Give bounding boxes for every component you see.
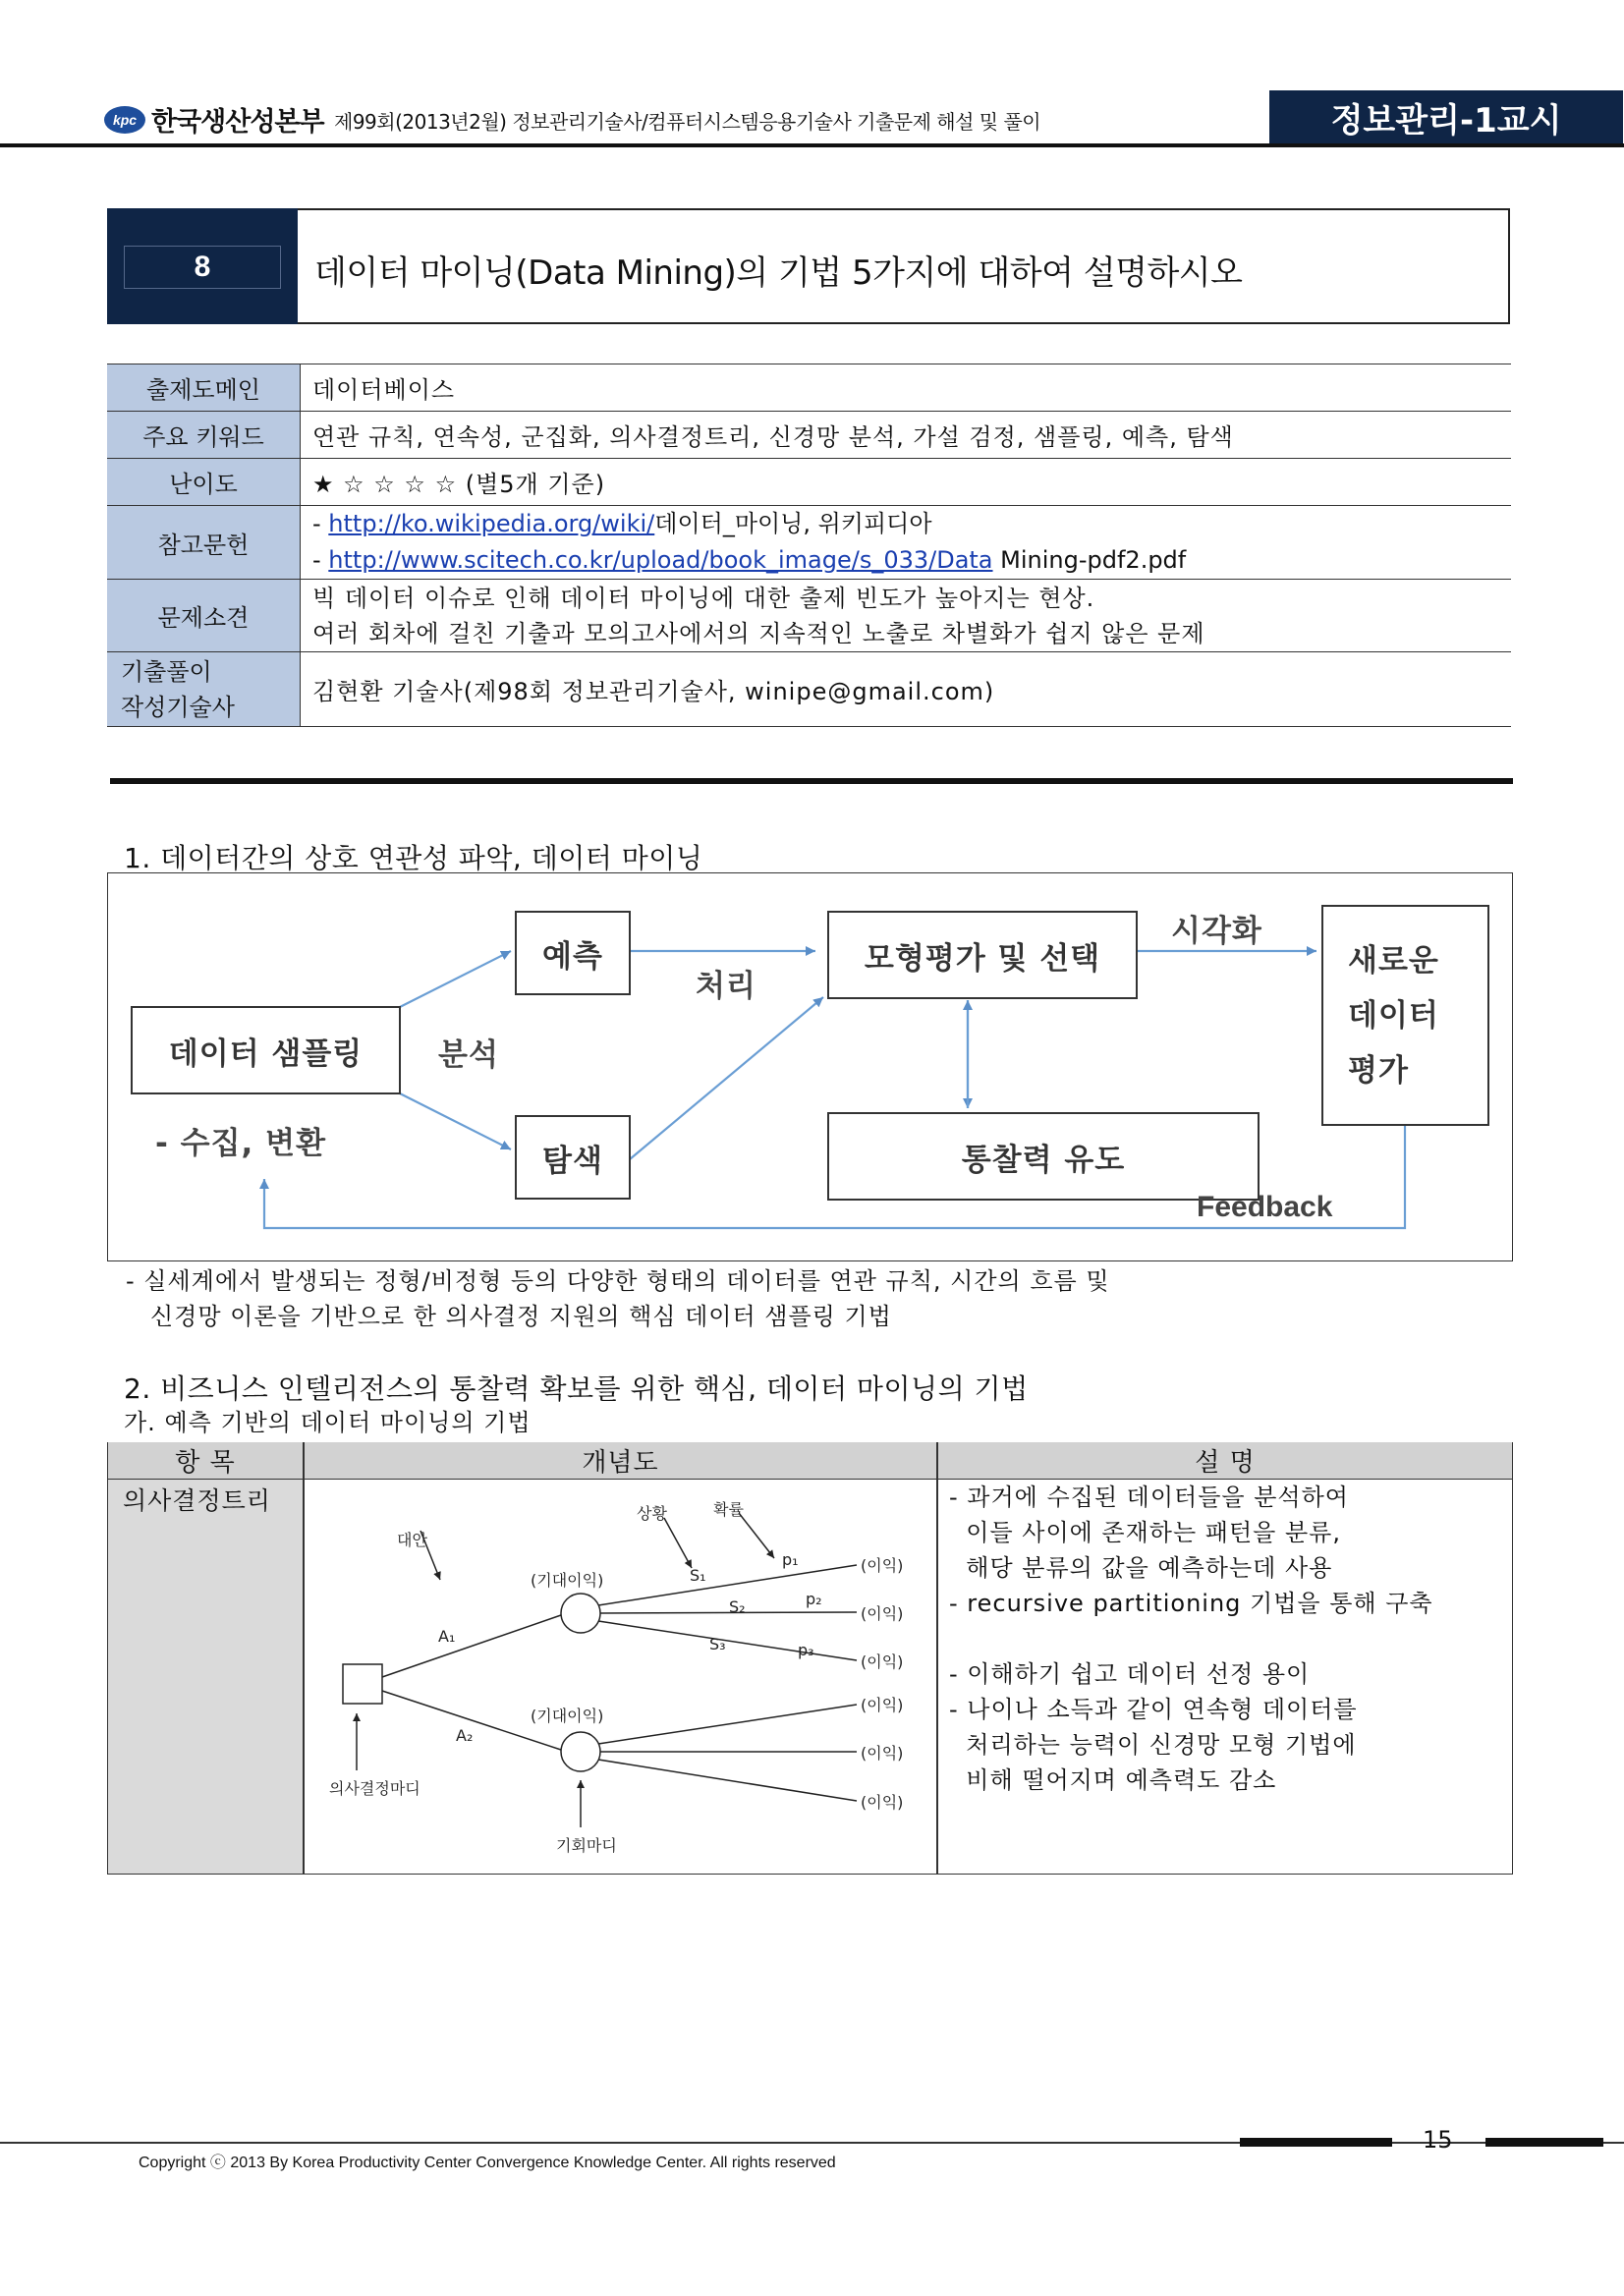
payoff-4: (이익) (861, 1696, 904, 1714)
tree-label-state: 상황 (637, 1504, 667, 1523)
decision-tree-description (949, 1480, 1433, 1798)
tree-label-chance-node: 기회마디 (556, 1836, 617, 1855)
ref-1-suffix: 데이터_마이닝, 위키피디아 (654, 510, 932, 537)
desc-line: 처리하는 능력이 신경망 모형 기법에 (949, 1731, 1357, 1759)
session-badge: 정보관리-1교시 (1269, 90, 1623, 143)
opinion-line-1: 빅 데이터 이슈로 인해 데이터 마이닝에 대한 출제 빈도가 높아지는 현상. (312, 584, 1095, 612)
domain-value: 데이터베이스 (301, 364, 1512, 412)
desc-line (949, 1621, 1433, 1656)
payoff-3: (이익) (861, 1652, 904, 1671)
ref-2-link[interactable]: http://www.scitech.co.kr/upload/book_image/s_033/Data (328, 546, 993, 574)
keywords-label: 주요 키워드 (107, 412, 301, 459)
decision-node-shape (343, 1664, 382, 1704)
new-eval-line-2: 데이터 (1348, 997, 1439, 1034)
tree-label-p3: p₃ (798, 1641, 814, 1659)
footer-bar-left (1240, 2138, 1392, 2147)
analysis-label: 분석 (438, 1037, 499, 1073)
copyright: Copyright ⓒ 2013 By Korea Productivity Center Convergence Knowledge Center. All rights reserved (139, 2155, 836, 2171)
ref-2-prefix: - (312, 546, 329, 574)
tree-label-s3: S₃ (709, 1635, 726, 1653)
branch-a1 (382, 1615, 561, 1677)
chance-node-1 (561, 1594, 600, 1633)
branch-b3 (598, 1760, 857, 1801)
tree-label-a1: A₁ (438, 1627, 456, 1646)
tree-label-p2: p₂ (806, 1590, 822, 1608)
desc-line: - 나이나 소득과 같이 연속형 데이터를 (949, 1696, 1358, 1723)
author-value: 김현환 기술사(제98회 정보관리기술사, winipe@gmail.com) (301, 652, 1512, 727)
sampling-box: 데이터 샘플링 (131, 1006, 401, 1094)
desc-line: 해당 분류의 값을 예측하는데 사용 (949, 1554, 1333, 1582)
tree-label-expected-2: (기대이익) (531, 1707, 604, 1725)
tree-label-p1: p₁ (782, 1550, 799, 1569)
tree-label-a2: A₂ (456, 1726, 474, 1745)
section1-heading: 1. 데이터간의 상호 연관성 파악, 데이터 마이닝 (124, 842, 703, 874)
chance-node-2 (561, 1732, 600, 1771)
tree-label-alternative: 대안 (397, 1531, 427, 1549)
new-eval-line-1: 새로운 (1348, 942, 1439, 979)
section1-desc-line-2: 신경망 이론을 기반으로 한 의사결정 지원의 핵심 데이터 샘플링 기법 (150, 1303, 892, 1330)
question-text: 데이터 마이닝(Data Mining)의 기법 5가지에 대하여 설명하시오 (314, 253, 1243, 293)
tree-label-prob: 확률 (713, 1500, 744, 1519)
question-number: 8 (124, 246, 281, 289)
ref-1-prefix: - (312, 510, 329, 537)
model-box: 모형평가 및 선택 (827, 911, 1138, 999)
tree-label-expected-1: (기대이익) (531, 1571, 604, 1590)
branch-b1 (598, 1705, 857, 1744)
desc-line: - 이해하기 쉽고 데이터 선정 용이 (949, 1660, 1311, 1688)
tree-label-s2: S₂ (729, 1597, 746, 1616)
section1-desc-line-1: - 실세계에서 발생되는 정형/비정형 등의 다양한 형태의 데이터를 연관 규칙, 시간의 흐름 및 (126, 1267, 1110, 1295)
process-label: 처리 (696, 969, 756, 1004)
collect-label: - 수집, 변환 (155, 1126, 327, 1161)
feedback-label: Feedback (1197, 1191, 1333, 1223)
desc-line: 이들 사이에 존재하는 패턴을 분류, (949, 1519, 1341, 1546)
tree-label-s1: S₁ (690, 1566, 706, 1585)
page-number: 15 (1423, 2126, 1453, 2154)
col-item-header: 항 목 (108, 1442, 303, 1480)
col-desc-header: 설 명 (938, 1442, 1512, 1480)
desc-line: - 과거에 수집된 데이터들을 분석하여 (949, 1484, 1349, 1511)
logo-name: 한국생산성본부 (151, 107, 324, 138)
desc-line: 비해 떨어지며 예측력도 감소 (949, 1766, 1277, 1794)
insight-box: 통찰력 유도 (827, 1112, 1260, 1201)
new-eval-line-3: 평가 (1348, 1052, 1409, 1089)
tree-label-decision-node: 의사결정마디 (329, 1779, 420, 1798)
difficulty-label: 난이도 (107, 459, 301, 506)
explore-box: 탐색 (515, 1115, 631, 1200)
predict-box: 예측 (515, 911, 631, 995)
branch-s3 (598, 1621, 857, 1660)
payoff-1: (이익) (861, 1556, 904, 1575)
kpc-logo-icon: kpc (104, 106, 145, 134)
visualize-label: 시각화 (1171, 914, 1262, 949)
section2-heading: 2. 비즈니스 인텔리전스의 통찰력 확보를 위한 핵심, 데이터 마이닝의 기법 (124, 1372, 1029, 1405)
author-label-line-2: 작성기술사 (121, 693, 235, 721)
opinion-line-2: 여러 회차에 걸친 기출과 모의고사에서의 지속적인 노출로 차별화가 쉽지 않은 문제 (312, 619, 1205, 647)
opinion-label: 문제소견 (107, 580, 301, 652)
exam-title: 제99회(2013년2월) 정보관리기술사/컴퓨터시스템응용기술사 기출문제 해설 및 풀이 (334, 110, 1041, 134)
col-concept-header: 개념도 (304, 1442, 937, 1480)
keywords-value: 연관 규칙, 연속성, 군집화, 의사결정트리, 신경망 분석, 가설 검정, 샘플링, 예측, 탐색 (301, 412, 1512, 459)
domain-label: 출제도메인 (107, 364, 301, 412)
section2-subheading: 가. 예측 기반의 데이터 마이닝의 기법 (124, 1409, 532, 1436)
difficulty-value: ★ ☆ ☆ ☆ ☆ (별5개 기준) (301, 459, 1512, 506)
author-label-line-1: 기출풀이 (121, 657, 212, 686)
payoff-5: (이익) (861, 1744, 904, 1763)
pointer-state (664, 1518, 692, 1568)
pointer-prob (739, 1513, 774, 1558)
payoff-2: (이익) (861, 1604, 904, 1623)
desc-line: - recursive partitioning 기법을 통해 구축 (949, 1590, 1433, 1617)
item-decision-tree: 의사결정트리 (123, 1486, 271, 1515)
refs-label: 참고문헌 (107, 506, 301, 580)
ref-2-suffix: Mining-pdf2.pdf (992, 546, 1187, 574)
footer-bar-right (1485, 2138, 1603, 2147)
payoff-6: (이익) (861, 1793, 904, 1812)
ref-1-link[interactable]: http://ko.wikipedia.org/wiki/ (328, 510, 655, 537)
